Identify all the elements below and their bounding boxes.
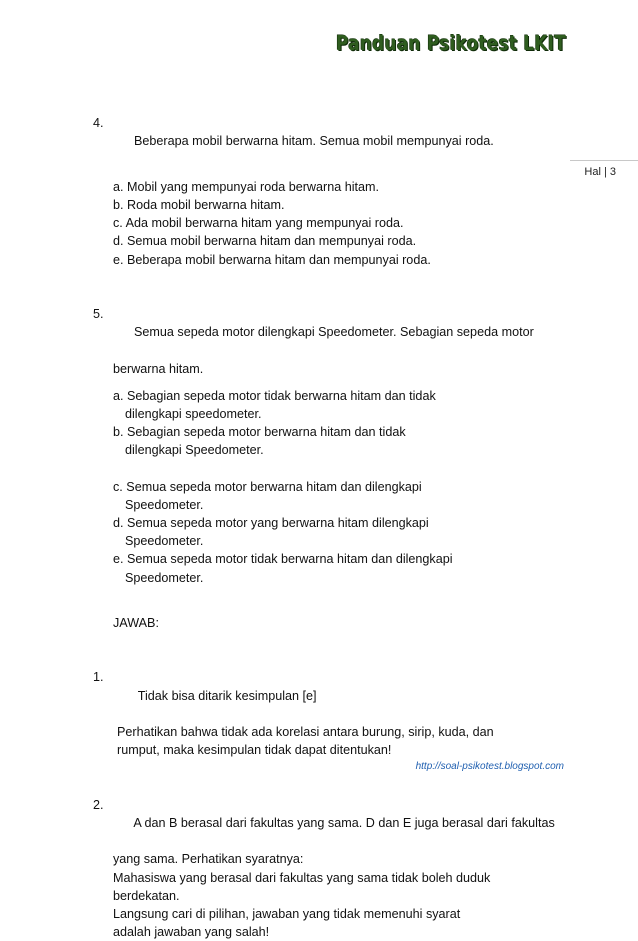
option: a. Sebagian sepeda motor tidak berwarna hitam dan tidak [113, 388, 436, 403]
option-continuation: Speedometer. [125, 497, 204, 512]
option: c. Semua sepeda motor berwarna hitam dan dilengkapi [113, 479, 422, 494]
option-continuation: Speedometer. [125, 534, 204, 549]
answer-number: 2. [93, 797, 104, 812]
question-text: Beberapa mobil berwarna hitam. Semua mobil mempunyai roda. [134, 134, 494, 149]
answer-text: yang sama. Perhatikan syaratnya: [113, 852, 304, 867]
option-continuation: dilengkapi speedometer. [125, 407, 262, 422]
question-text: Semua sepeda motor dilengkapi Speedometer. Sebagian sepeda motor [134, 325, 534, 340]
page-rule [570, 160, 638, 161]
answer-number: 1. [93, 670, 104, 685]
header-logo: Panduan Psikotest LKIT [335, 32, 566, 56]
answer-1 [93, 650, 573, 759]
question-number: 5. [93, 307, 104, 322]
option-continuation: dilengkapi Speedometer. [125, 443, 264, 458]
option: b. Roda mobil berwarna hitam. [113, 198, 285, 213]
answer-text: A dan B berasal dari fakultas yang sama. D dan E juga berasal dari fakultas [133, 815, 555, 830]
answer-heading: JAWAB: [113, 616, 159, 631]
answer-text: berdekatan. [113, 888, 180, 903]
question-number: 4. [93, 116, 104, 131]
option: d. Semua mobil berwarna hitam dan mempunyai roda. [113, 234, 417, 249]
page-number: Hal | 3 [584, 166, 616, 178]
question-4 [93, 96, 573, 269]
option: c. Ada mobil berwarna hitam yang mempunyai roda. [113, 216, 404, 231]
answer-text: Mahasiswa yang berasal dari fakultas yang sama tidak boleh duduk [113, 870, 491, 885]
option: b. Sebagian sepeda motor berwarna hitam dan tidak [113, 425, 406, 440]
option-continuation: Speedometer. [125, 570, 204, 585]
footer-link[interactable]: http://soal-psikotest.blogspot.com [415, 761, 564, 772]
option: e. Beberapa mobil berwarna hitam dan mempunyai roda. [113, 252, 431, 267]
option: a. Mobil yang mempunyai roda berwarna hitam. [113, 179, 379, 194]
question-text: berwarna hitam. [113, 361, 204, 376]
option: e. Semua sepeda motor tidak berwarna hitam dan dilengkapi [113, 552, 453, 567]
answer-text: Tidak bisa ditarik kesimpulan [e] [137, 688, 317, 703]
option: d. Semua sepeda motor yang berwarna hitam dilengkapi [113, 516, 429, 531]
question-5 [93, 287, 573, 587]
answer-2 [93, 777, 573, 941]
answer-text: Perhatikan bahwa tidak ada korelasi antara burung, sirip, kuda, dan [117, 725, 494, 740]
answer-text: rumput, maka kesimpulan tidak dapat ditentukan! [117, 743, 392, 758]
answer-text: adalah jawaban yang salah! [113, 925, 270, 940]
document-body [93, 96, 573, 941]
answer-text: Langsung cari di pilihan, jawaban yang tidak memenuhi syarat [113, 906, 461, 921]
